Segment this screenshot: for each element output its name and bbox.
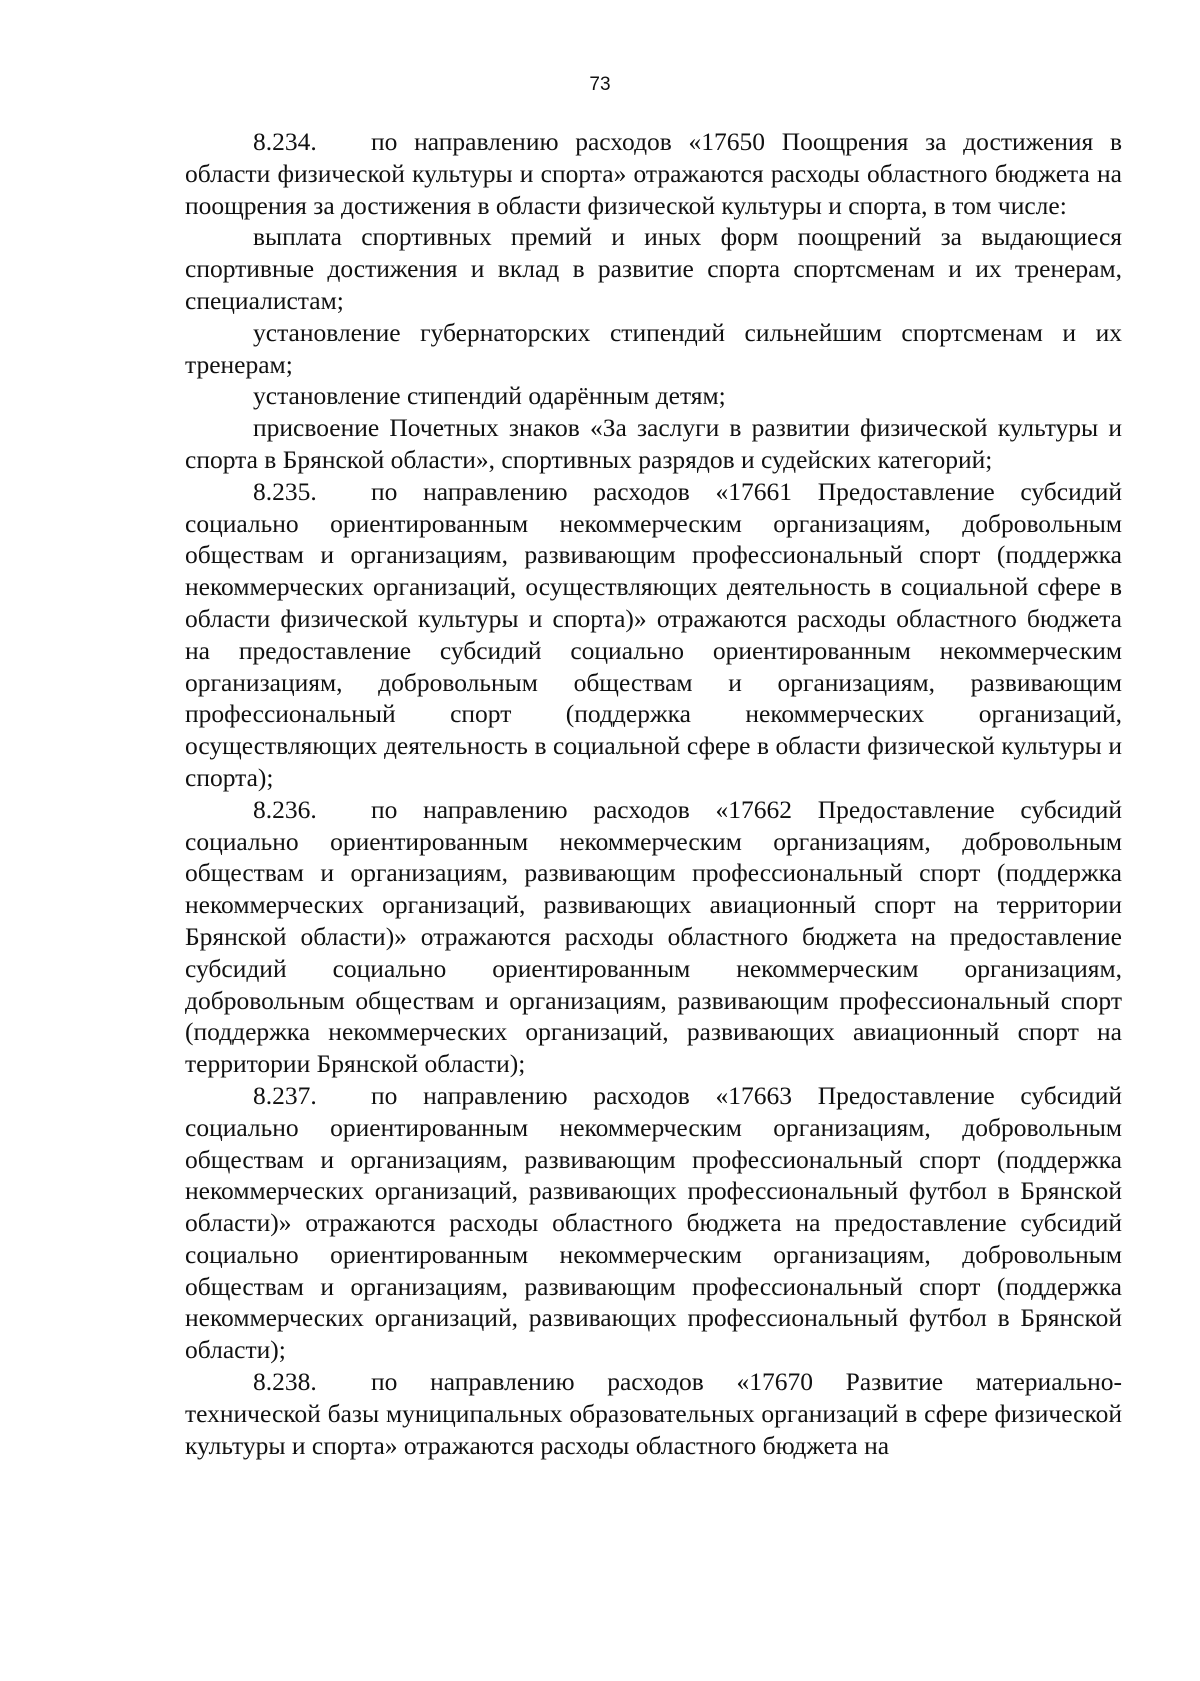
page-number: 73 [589, 74, 611, 95]
paragraph-governor-stipends [185, 317, 1122, 381]
clause-number: 8.234. [253, 127, 317, 156]
paragraph-gifted-children-stipends [185, 380, 1122, 412]
paragraph-text: по направлению расходов «17662 Предоставление субсидий социально ориентированным некоммерческим организациям, добровольным обществам и организациям, развивающим профессиональный спорт (поддержка некоммерческих организаций, развивающих авиационный спорт на территории Брянской области)» отражаются расходы областного бюджета на предоставление субсидий социально ориентированным некоммерческим организациям, добровольным обществам и организациям, развивающим профессиональный спорт (поддержка некоммерческих организаций, развивающих авиационный спорт на территории Брянской области); [185, 794, 1122, 1079]
paragraph-8-235 [185, 476, 1122, 794]
paragraph-8-234 [185, 126, 1122, 221]
paragraph-bonus-payments [185, 221, 1122, 316]
paragraph-text: присвоение Почетных знаков «За заслуги в развитии физической культуры и спорта в Брянской области», спортивных разрядов и судейских категорий; [185, 413, 1122, 474]
paragraph-8-236 [185, 794, 1122, 1080]
paragraph-text: по направлению расходов «17650 Поощрения за достижения в области физической культуры и спорта» отражаются расходы областного бюджета на поощрения за достижения в области физической культуры и спорта, в том числе: [185, 127, 1122, 220]
paragraph-honorary-badges [185, 412, 1122, 476]
document-body [185, 126, 1122, 1461]
paragraph-text: по направлению расходов «17670 Развитие материально-технической базы муниципальных образовательных организаций в сфере физической культуры и спорта» отражаются расходы областного бюджета на [185, 1367, 1122, 1460]
paragraph-text: установление губернаторских стипендий сильнейшим спортсменам и их тренерам; [185, 317, 1122, 379]
paragraph-8-237 [185, 1080, 1122, 1366]
paragraph-8-238 [185, 1366, 1122, 1461]
clause-number: 8.237. [253, 1080, 317, 1110]
clause-number: 8.235. [253, 476, 317, 506]
clause-number: 8.238. [253, 1367, 317, 1397]
clause-number: 8.236. [253, 794, 317, 824]
paragraph-text: выплата спортивных премий и иных форм поощрений за выдающиеся спортивные достижения и вклад в развитие спорта спортсменам и их тренерам, специалистам; [185, 222, 1122, 315]
paragraph-text: установление стипендий одарённым детям; [253, 381, 726, 411]
paragraph-text: по направлению расходов «17661 Предоставление субсидий социально ориентированным некоммерческим организациям, добровольным обществам и организациям, развивающим профессиональный спорт (поддержка некоммерческих организаций, осуществляющих деятельность в социальной сфере в области физической культуры и спорта)» отражаются расходы областного бюджета на предоставление субсидий социально ориентированным некоммерческим организациям, добровольным обществам и организациям, развивающим профессиональный спорт (поддержка некоммерческих организаций, осуществляющих деятельность в социальной сфере в области физической культуры и спорта); [185, 476, 1122, 792]
paragraph-text: по направлению расходов «17663 Предоставление субсидий социально ориентированным некоммерческим организациям, добровольным обществам и организациям, развивающим профессиональный спорт (поддержка некоммерческих организаций, развивающих профессиональный футбол в Брянской области)» отражаются расходы областного бюджета на предоставление субсидий социально ориентированным некоммерческим организациям, добровольным обществам и организациям, развивающим профессиональный спорт (поддержка некоммерческих организаций, развивающих профессиональный футбол в Брянской области); [185, 1080, 1122, 1365]
